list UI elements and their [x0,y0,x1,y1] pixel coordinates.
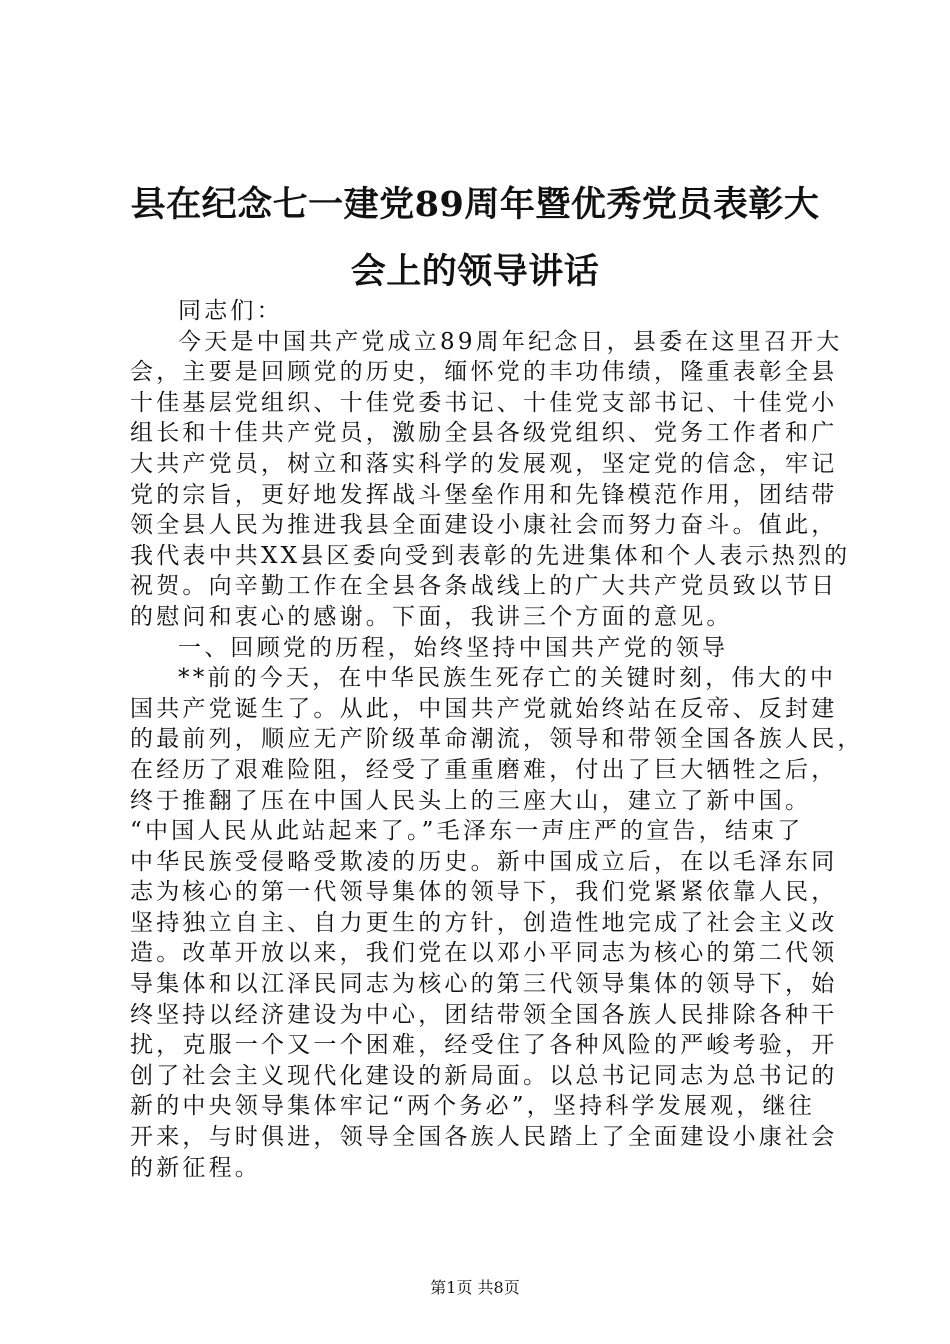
paragraph-line: 组长和十佳共产党员，激励全县各级党组织、党务工作者和广 [130,420,838,447]
paragraph-line: 开来，与时俱进，领导全国各族人民踏上了全面建设小康社会 [130,1124,838,1151]
paragraph-line: 终坚持以经济建设为中心，团结带领全国各族人民排除各种干 [130,1001,838,1028]
paragraph-line: 扰，克服一个又一个困难，经受住了各种风险的严峻考验，开 [130,1032,838,1059]
page-footer: 第1页 共8页 [430,1278,520,1297]
document-title-line-1: 县在纪念七一建党89周年暨优秀党员表彰大 [130,184,820,225]
paragraph-line: 领全县人民为推进我县全面建设小康社会而努力奋斗。值此， [130,512,838,539]
paragraph-line: 我代表中共XX县区委向受到表彰的先进集体和个人表示热烈的 [130,542,851,569]
paragraph-line: 十佳基层党组织、十佳党委书记、十佳党支部书记、十佳党小 [130,389,838,416]
paragraph-line: 今天是中国共产党成立89周年纪念日，县委在这里召开大 [178,328,843,355]
paragraph-line: 国共产党诞生了。从此，中国共产党就始终站在反帝、反封建 [130,695,838,722]
paragraph-line: 的慰问和衷心的感谢。下面，我讲三个方面的意见。 [130,603,733,630]
paragraph-line: 造。改革开放以来，我们党在以邓小平同志为核心的第二代领 [130,940,838,967]
paragraph-line: 的最前列，顺应无产阶级革命潮流，领导和带领全国各族人民， [130,726,864,753]
document-title-line-2: 会上的领导讲话 [350,251,600,292]
paragraph-line: 导集体和以江泽民同志为核心的第三代领导集体的领导下，始 [130,971,838,998]
paragraph-line: 志为核心的第一代领导集体的领导下，我们党紧紧依靠人民， [130,879,838,906]
paragraph-line: 会，主要是回顾党的历史，缅怀党的丰功伟绩，隆重表彰全县 [130,359,838,386]
paragraph-line: **前的今天，在中华民族生死存亡的关键时刻，伟大的中 [178,665,837,692]
paragraph-line: 坚持独立自主、自力更生的方针，创造性地完成了社会主义改 [130,909,838,936]
paragraph-line: 大共产党员，树立和落实科学的发展观，坚定党的信念，牢记 [130,450,838,477]
paragraph-line: 终于推翻了压在中国人民头上的三座大山，建立了新中国。 [130,787,812,814]
document-body [130,296,864,1183]
paragraph-line: 创了社会主义现代化建设的新局面。以总书记同志为总书记的 [130,1062,838,1089]
paragraph-line: 的新征程。 [130,1154,261,1181]
paragraph-line: 祝贺。向辛勤工作在全县各条战线上的广大共产党员致以节日 [130,573,838,600]
section-heading: 一、回顾党的历程，始终坚持中国共产党的领导 [178,634,729,661]
salutation: 同志们： [178,298,283,324]
paragraph-line: 新的中央领导集体牢记“两个务必”，坚持科学发展观，继往 [130,1093,815,1120]
paragraph-line: 在经历了艰难险阻，经受了重重磨难，付出了巨大牺牲之后， [130,756,838,783]
paragraph-line: 中华民族受侵略受欺凌的历史。新中国成立后，在以毛泽东同 [130,848,838,875]
paragraph-line: “中国人民从此站起来了。”毛泽东一声庄严的宣告，结束了 [130,818,804,845]
paragraph-line: 党的宗旨，更好地发挥战斗堡垒作用和先锋模范作用，团结带 [130,481,838,508]
